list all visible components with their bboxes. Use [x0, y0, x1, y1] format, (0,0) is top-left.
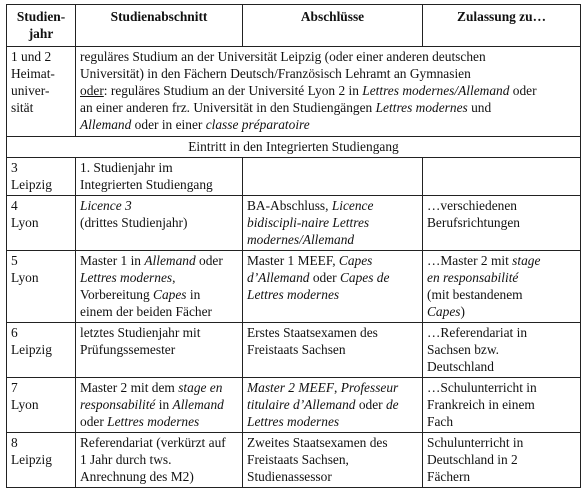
table-row	[7, 378, 581, 433]
degree-cell: Erstes Staatsexamen des Freistaats Sachsen	[243, 323, 423, 378]
admission-cell: …verschiedenen Berufsrichtungen	[423, 196, 581, 251]
year-cell: 6 Leipzig	[7, 323, 76, 378]
admission-cell: …Schulunterricht in Frankreich in einem Fach	[423, 378, 581, 433]
table-row	[7, 433, 581, 488]
degree-cell: BA-Abschluss, Licence bidiscipli-naire Lettres modernes/Allemand	[243, 196, 423, 251]
header-row	[7, 5, 581, 47]
header-admission: Zulassung zu…	[423, 5, 581, 47]
degree-cell: Zweites Staatsexamen des Freistaats Sachsen, Studienassessor	[243, 433, 423, 488]
admission-cell: …Master 2 mit stage en responsabilité (mit bestandenem Capes)	[423, 251, 581, 323]
table-row	[7, 251, 581, 323]
degree-cell: Master 1 MEEF, Capes d’Allemand oder Capes de Lettres modernes	[243, 251, 423, 323]
year-cell: 3 Leipzig	[7, 158, 76, 196]
table-row	[7, 47, 581, 137]
section-cell: Licence 3 (drittes Studienjahr)	[76, 196, 243, 251]
integrated-program-entry-label: Eintritt in den Integrierten Studiengang	[7, 137, 581, 158]
year-cell: 8 Leipzig	[7, 433, 76, 488]
admission-cell	[423, 158, 581, 196]
section-cell: 1. Studienjahr im Integrierten Studiengang	[76, 158, 243, 196]
section-cell: Master 1 in Allemand oder Lettres modernes, Vorbereitung Capes in einem der beiden Fächer	[76, 251, 243, 323]
admission-cell: …Referendariat in Sachsen bzw. Deutschland	[423, 323, 581, 378]
section-cell: letztes Studienjahr mit Prüfungssemester	[76, 323, 243, 378]
year-cell: 1 und 2 Heimat- univer- sität	[7, 47, 76, 137]
section-cell: Master 2 mit dem stage en responsabilité in Allemand oder Lettres modernes	[76, 378, 243, 433]
header-section: Studienabschnitt	[76, 5, 243, 47]
study-program-table	[6, 4, 581, 488]
year-cell: 7 Lyon	[7, 378, 76, 433]
year-cell: 5 Lyon	[7, 251, 76, 323]
divider-row	[7, 137, 581, 158]
section-cell: Referendariat (verkürzt auf 1 Jahr durch tws. Anrechnung des M2)	[76, 433, 243, 488]
table-row	[7, 196, 581, 251]
degree-cell	[243, 158, 423, 196]
table-row	[7, 158, 581, 196]
admission-cell: Schulunterricht in Deutschland in 2 Fächern	[423, 433, 581, 488]
year-cell: 4 Lyon	[7, 196, 76, 251]
header-degrees: Abschlüsse	[243, 5, 423, 47]
home-university-description: reguläres Studium an der Universität Leipzig (oder einer anderen deutschen Universität) in den Fächern Deutsch/Französisch Lehramt an Gymnasien oder: reguläres Studium an der Université Lyon 2 in Lettres modernes/Allemand oder an einer anderen frz. Universität in den Studiengängen Lettres modernes und Allemand oder in einer classe préparatoire	[76, 47, 581, 137]
header-year: Studien- jahr	[7, 5, 76, 47]
table-row	[7, 323, 581, 378]
degree-cell: Master 2 MEEF, Professeur titulaire d’Allemand oder de Lettres modernes	[243, 378, 423, 433]
